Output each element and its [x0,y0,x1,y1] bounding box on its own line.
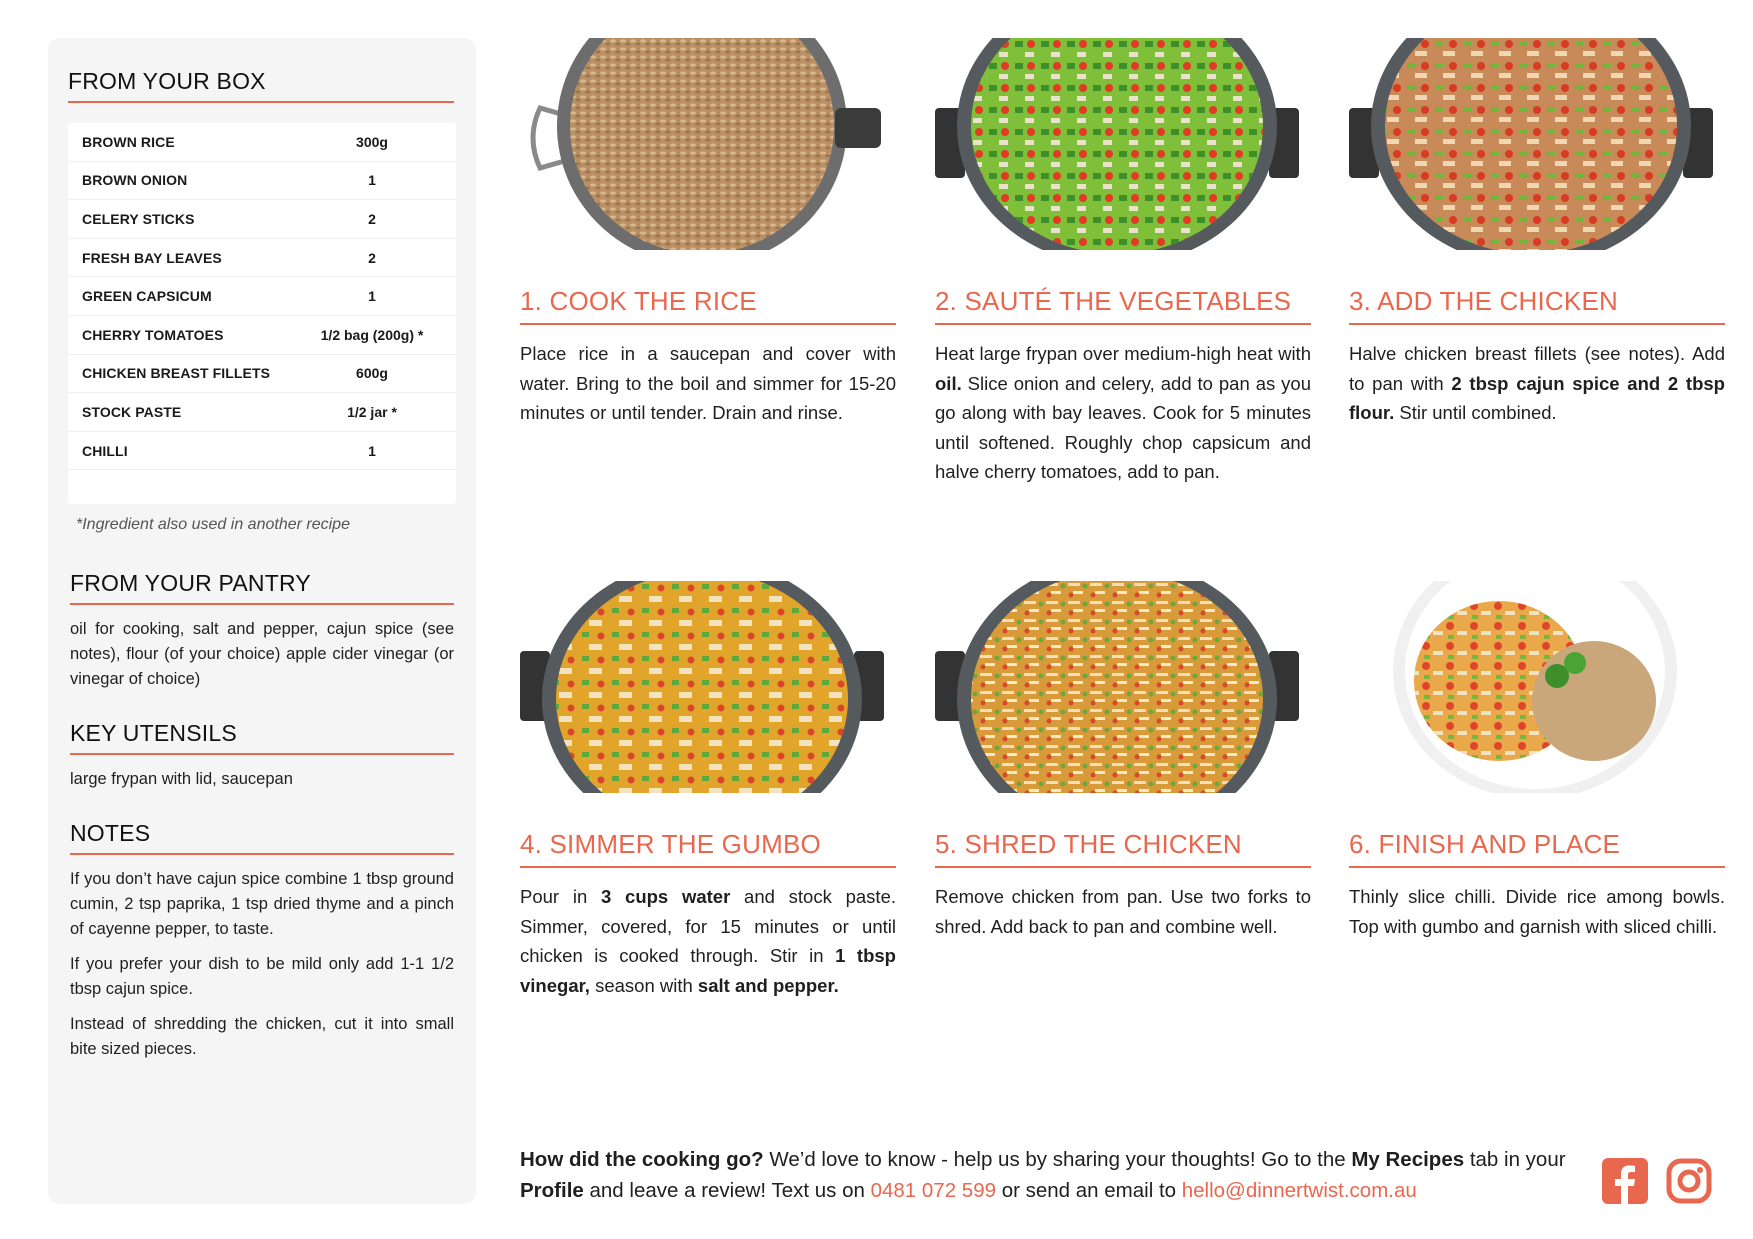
step-emphasis: 3 cups water [600,886,731,907]
ingredient-name: BROWN RICE [82,133,175,150]
ingredient-qty: 300g [356,133,388,150]
gumbo-pan-photo [520,581,884,793]
ingredient-qty: 2 [368,210,376,227]
ingredient-qty: 600g [356,365,388,382]
ingredient-row [68,162,456,201]
ingredient-name: CHILLI [82,442,128,459]
vegetables-pan-photo [935,38,1299,250]
feedback-text: or send an email to [996,1179,1182,1202]
step-title: 2. SAUTÉ THE VEGETABLES [935,286,1311,325]
step-title: 4. SIMMER THE GUMBO [520,829,896,868]
pantry-heading: FROM YOUR PANTRY [70,570,454,605]
step-text [935,882,1311,941]
note-item: If you don’t have cajun spice combine 1 tbsp ground cumin, 2 tsp paprika, 1 tsp dried thyme and a pinch of cayenne pepper, to taste. [70,870,454,939]
step-6 [1349,581,1725,941]
feedback-question: How did the cooking go? [520,1148,764,1171]
ingredient-qty: 1 [368,172,376,189]
step-text-part: Remove chicken from pan. Use two forks to shred. Add back to pan and combine well. [935,886,1311,937]
step-2 [935,38,1311,487]
ingredient-name: FRESH BAY LEAVES [82,249,222,266]
feedback-text: and leave a review! Text us on [583,1179,871,1202]
step-emphasis: 1 tbsp vinegar, [520,945,896,996]
step-title: 6. FINISH AND PLACE [1349,829,1725,868]
step-text-part: Pour in [520,886,601,907]
ingredient-qty: 1 [368,442,376,459]
step-text-part: Thinly slice chilli. Divide rice among bowls. Top with gumbo and garnish with sliced chilli. [1349,886,1725,937]
profile-link[interactable]: Profile [520,1179,584,1202]
plated-gumbo-photo [1349,581,1713,793]
notes-section [68,820,456,1062]
ingredient-name: CHICKEN BREAST FILLETS [82,365,271,382]
step-emphasis: 2 tbsp cajun spice and 2 tbsp flour. [1349,372,1725,424]
my-recipes-link[interactable]: My Recipes [1351,1148,1465,1171]
ingredient-row [68,316,456,355]
step-text-part: Place rice in a saucepan and cover with water. Bring to the boil and simmer for 15-20 minutes or until tender. Drain and rinse. [520,343,896,424]
ingredient-row [68,200,456,239]
ingredient-row [68,432,456,471]
feedback-text: tab in your [1464,1148,1566,1171]
phone-number-link[interactable]: 0481 072 599 [870,1179,996,1202]
utensils-heading: KEY UTENSILS [70,720,454,755]
feedback-text: We’d love to know - help us by sharing your thoughts! Go to the [763,1148,1352,1171]
note-item: If you prefer your dish to be mild only add 1-1 1/2 tbsp cajun spice. [70,955,454,999]
step-text-part: Halve chicken breast fillets (see notes). Add to pan with [1349,343,1725,394]
ingredient-row [68,393,456,432]
sidebar [48,38,476,1204]
step-text-part: season with [589,974,698,996]
step-emphasis: salt and pepper. [697,974,839,996]
step-text [520,339,896,428]
step-text [935,339,1311,487]
step-title: 5. SHRED THE CHICKEN [935,829,1311,868]
step-text [1349,339,1725,428]
step-1 [520,38,896,428]
step-text-part: Heat large frypan over medium-high heat with [935,343,1311,364]
step-4 [520,581,896,1000]
chicken-pan-photo [1349,38,1713,250]
ingredient-qty: 1/2 bag (200g) * [320,326,424,343]
feedback-message [520,1144,1580,1206]
step-5 [935,581,1311,941]
rice-pot-photo [520,38,884,250]
ingredient-qty: 1/2 jar * [347,403,397,420]
pantry-section [68,570,456,692]
facebook-icon[interactable] [1602,1158,1648,1204]
ingredient-table [68,123,456,504]
ingredient-footnote: *Ingredient also used in another recipe [76,516,350,534]
ingredient-qty: 2 [368,249,376,266]
email-link[interactable]: hello@dinnertwist.com.au [1181,1179,1417,1202]
ingredient-name: STOCK PASTE [82,403,182,420]
ingredient-name: CELERY STICKS [82,210,195,227]
ingredient-row [68,123,456,162]
step-3 [1349,38,1725,428]
step-title: 1. COOK THE RICE [520,286,896,325]
from-your-box-heading: FROM YOUR BOX [68,68,454,103]
ingredient-qty: 1 [368,288,376,305]
step-text-part: Stir until combined. [1394,402,1557,424]
ingredient-name: CHERRY TOMATOES [82,326,224,343]
pantry-text: oil for cooking, salt and pepper, cajun spice (see notes), flour (of your choice) apple cider vinegar (or vinegar of choice) [70,620,454,689]
ingredient-row [68,355,456,394]
shredded-chicken-pan-photo [935,581,1299,793]
ingredient-row [68,239,456,278]
step-text-part: Slice onion and celery, add to pan as you go along with bay leaves. Cook for 5 minutes until softened. Roughly chop capsicum and halve cherry tomatoes, add to pan. [935,372,1311,483]
ingredient-row [68,277,456,316]
step-text [1349,882,1725,941]
ingredient-name: BROWN ONION [82,172,188,189]
step-text-part: and stock paste. Simmer, covered, for 15 minutes or until chicken is cooked through. Stir in [520,886,896,967]
step-text [520,882,896,1000]
utensils-text: large frypan with lid, saucepan [70,770,293,789]
step-emphasis: oil. [935,372,962,394]
utensils-section [68,720,456,792]
notes-heading: NOTES [70,820,454,855]
ingredient-name: GREEN CAPSICUM [82,288,212,305]
instagram-icon[interactable] [1666,1158,1712,1204]
note-item: Instead of shredding the chicken, cut it into small bite sized pieces. [70,1015,454,1059]
step-title: 3. ADD THE CHICKEN [1349,286,1725,325]
